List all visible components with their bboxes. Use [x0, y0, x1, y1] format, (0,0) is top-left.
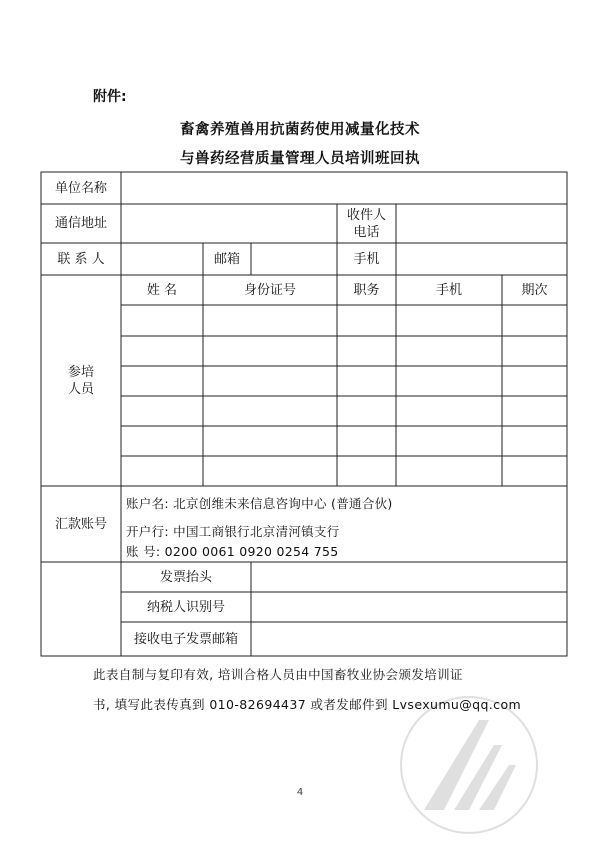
remittance-label: 汇款账号 [54, 516, 107, 532]
participant-row[interactable] [122, 397, 566, 425]
column-header-name: 姓 名 [146, 282, 178, 298]
email-label: 邮箱 [213, 251, 240, 267]
participant-row[interactable] [122, 337, 566, 365]
invoice-title-field[interactable] [252, 563, 566, 591]
account-name: 账户名: 北京创维未来信息咨询中心 (普通合伙) [126, 496, 393, 511]
column-header-mobile: 手机 [435, 282, 462, 298]
watermark-logo-icon [384, 690, 554, 840]
participants-label-line-2: 人员 [67, 381, 94, 397]
column-header-session: 期次 [521, 282, 548, 298]
column-header-id-number: 身份证号 [243, 282, 296, 298]
bank-name: 开户行: 中国工商银行北京清河镇支行 [126, 524, 340, 539]
contact-field[interactable] [122, 244, 202, 274]
recipient-phone-field[interactable] [397, 205, 566, 242]
taxpayer-id-label: 纳税人识别号 [146, 599, 225, 615]
form-title-line-1: 畜禽养殖兽用抗菌药使用减量化技术 [180, 122, 420, 138]
participant-row[interactable] [122, 457, 566, 485]
address-label: 通信地址 [54, 216, 107, 231]
unit-name-label: 单位名称 [54, 180, 107, 196]
unit-name-field[interactable] [122, 173, 566, 203]
participant-row[interactable] [122, 367, 566, 395]
invoice-email-field[interactable] [252, 623, 566, 655]
mobile-field[interactable] [397, 244, 566, 274]
invoice-email-label: 接收电子发票邮箱 [133, 631, 238, 647]
mobile-label: 手机 [353, 251, 380, 267]
recipient-phone-label [337, 204, 396, 243]
attachment-label: 附件: [93, 89, 127, 105]
recipient-phone-label-line-2: 电话 [353, 224, 380, 240]
recipient-phone-label-line-1: 收件人 [346, 207, 386, 223]
footer-note-line-2: 书, 填写此表传真到 010-82694437 或者发邮件到 Lvsexumu@qq.com [93, 697, 522, 712]
email-field[interactable] [252, 244, 336, 274]
account-number: 账 号: 0200 0061 0920 0254 755 [126, 544, 339, 559]
participant-row[interactable] [122, 306, 566, 335]
taxpayer-id-field[interactable] [252, 593, 566, 621]
form-title-line-2: 与兽药经营质量管理人员培训班回执 [180, 151, 420, 167]
participants-label [41, 275, 121, 486]
footer-note-line-1: 此表自制与复印有效, 培训合格人员由中国畜牧业协会颁发培训证 [93, 667, 463, 682]
page-number: 4 [296, 787, 304, 798]
contact-label: 联 系 人 [57, 251, 105, 267]
column-header-position: 职务 [353, 282, 380, 298]
participant-row[interactable] [122, 427, 566, 455]
invoice-title-label: 发票抬头 [159, 569, 212, 585]
address-field[interactable] [122, 205, 336, 242]
participants-label-line-1: 参培 [67, 364, 94, 380]
